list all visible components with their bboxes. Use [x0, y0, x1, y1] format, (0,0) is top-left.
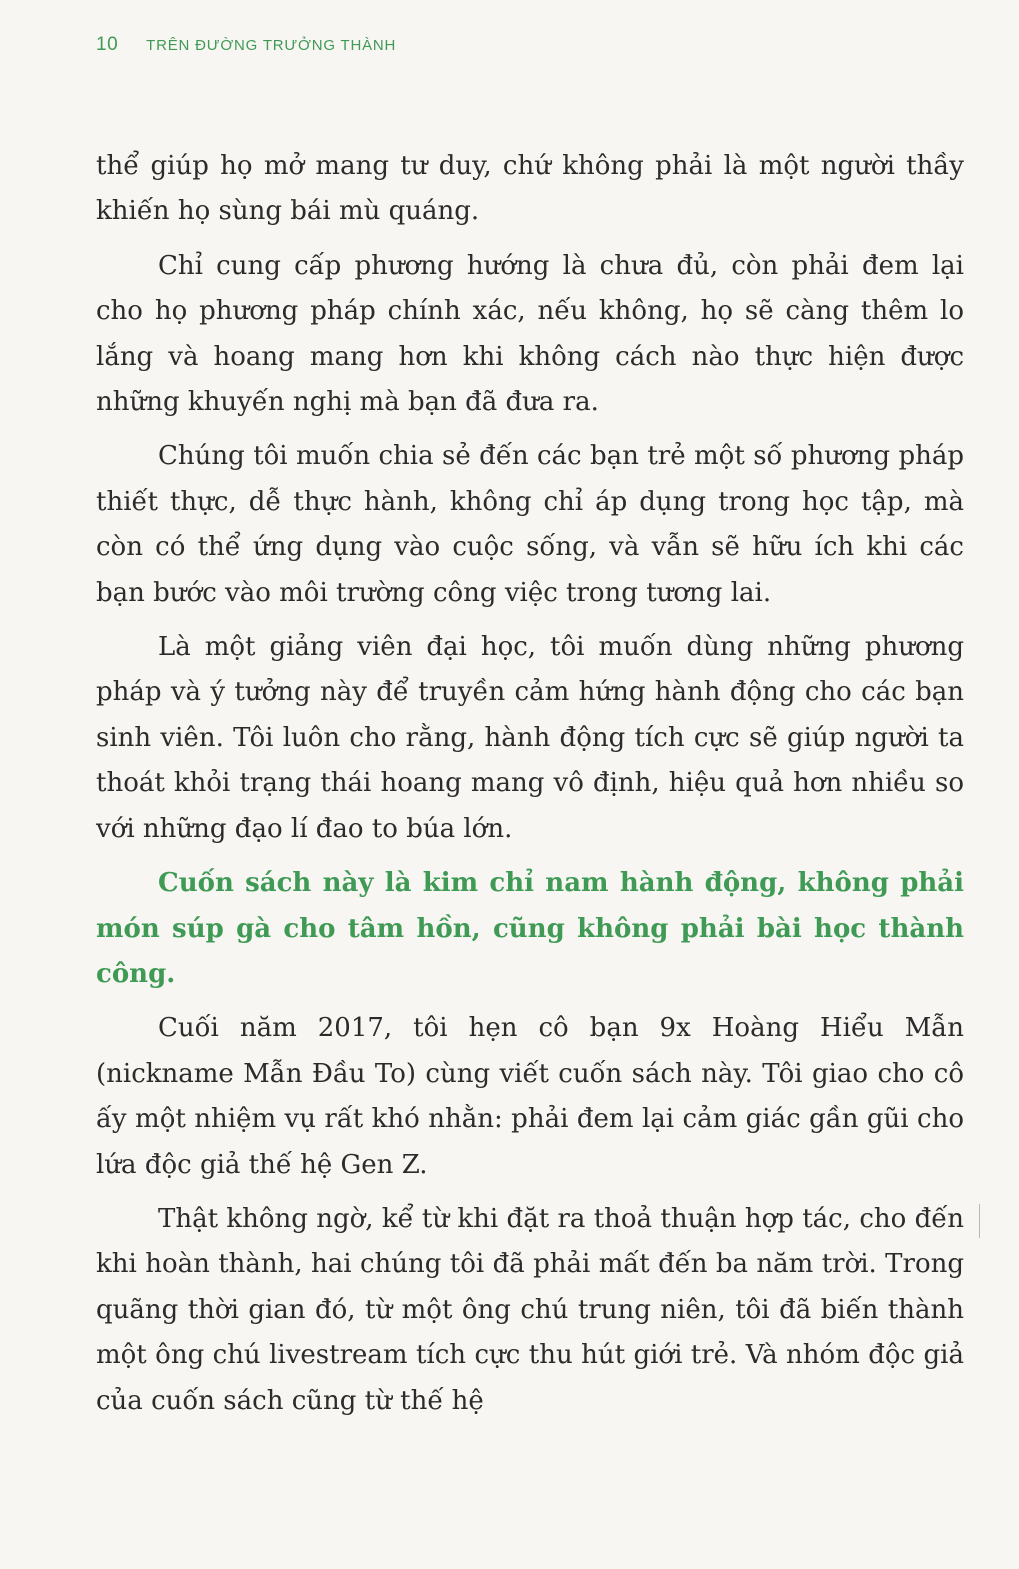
highlighted-statement: Cuốn sách này là kim chỉ nam hành động, không phải món súp gà cho tâm hồn, cũng không phải bài học thành công.	[96, 868, 964, 989]
paragraph: Chúng tôi muốn chia sẻ đến các bạn trẻ một số phương pháp thiết thực, dễ thực hành, không chỉ áp dụng trong học tập, mà còn có thể ứng dụng vào cuộc sống, và vẫn sẽ hữu ích khi các bạn bước vào môi trường công việc trong tương lai.	[96, 441, 964, 608]
book-title: TRÊN ĐƯỜNG TRƯỞNG THÀNH	[146, 36, 397, 54]
paragraph-continuation: thể giúp họ mở mang tư duy, chứ không phải là một người thầy khiến họ sùng bái mù quáng.	[96, 151, 964, 227]
paragraph: Chỉ cung cấp phương hướng là chưa đủ, còn phải đem lại cho họ phương pháp chính xác, nếu không, họ sẽ càng thêm lo lắng và hoang mang hơn khi không cách nào thực hiện được những khuyến nghị mà bạn đã đưa ra.	[96, 250, 964, 418]
running-header	[96, 30, 396, 60]
paragraph: Là một giảng viên đại học, tôi muốn dùng những phương pháp và ý tưởng này để truyền cảm hứng hành động cho các bạn sinh viên. Tôi luôn cho rằng, hành động tích cực sẽ giúp người ta thoát khỏi trạng thái hoang mang vô định, hiệu quả hơn nhiều so với những đạo lí đao to búa lớn.	[96, 632, 964, 844]
paragraph: Thật không ngờ, kể từ khi đặt ra thoả thuận hợp tác, cho đến khi hoàn thành, hai chúng tôi đã phải mất đến ba năm trời. Trong quãng thời gian đó, từ một ông chú trung niên, tôi đã biến thành một ông chú livestream tích cực thu hút giới trẻ. Và nhóm độc giả của cuốn sách cũng từ thế hệ	[96, 1203, 964, 1416]
page-number: 10	[96, 34, 119, 55]
page-edge-mark	[979, 1204, 980, 1238]
paragraph: Cuối năm 2017, tôi hẹn cô bạn 9x Hoàng Hiểu Mẫn (nickname Mẫn Đầu To) cùng viết cuốn sách này. Tôi giao cho cô ấy một nhiệm vụ rất khó nhằn: phải đem lại cảm giác gần gũi cho lứa độc giả thế hệ Gen Z.	[96, 1013, 964, 1180]
body-text	[96, 144, 964, 1433]
